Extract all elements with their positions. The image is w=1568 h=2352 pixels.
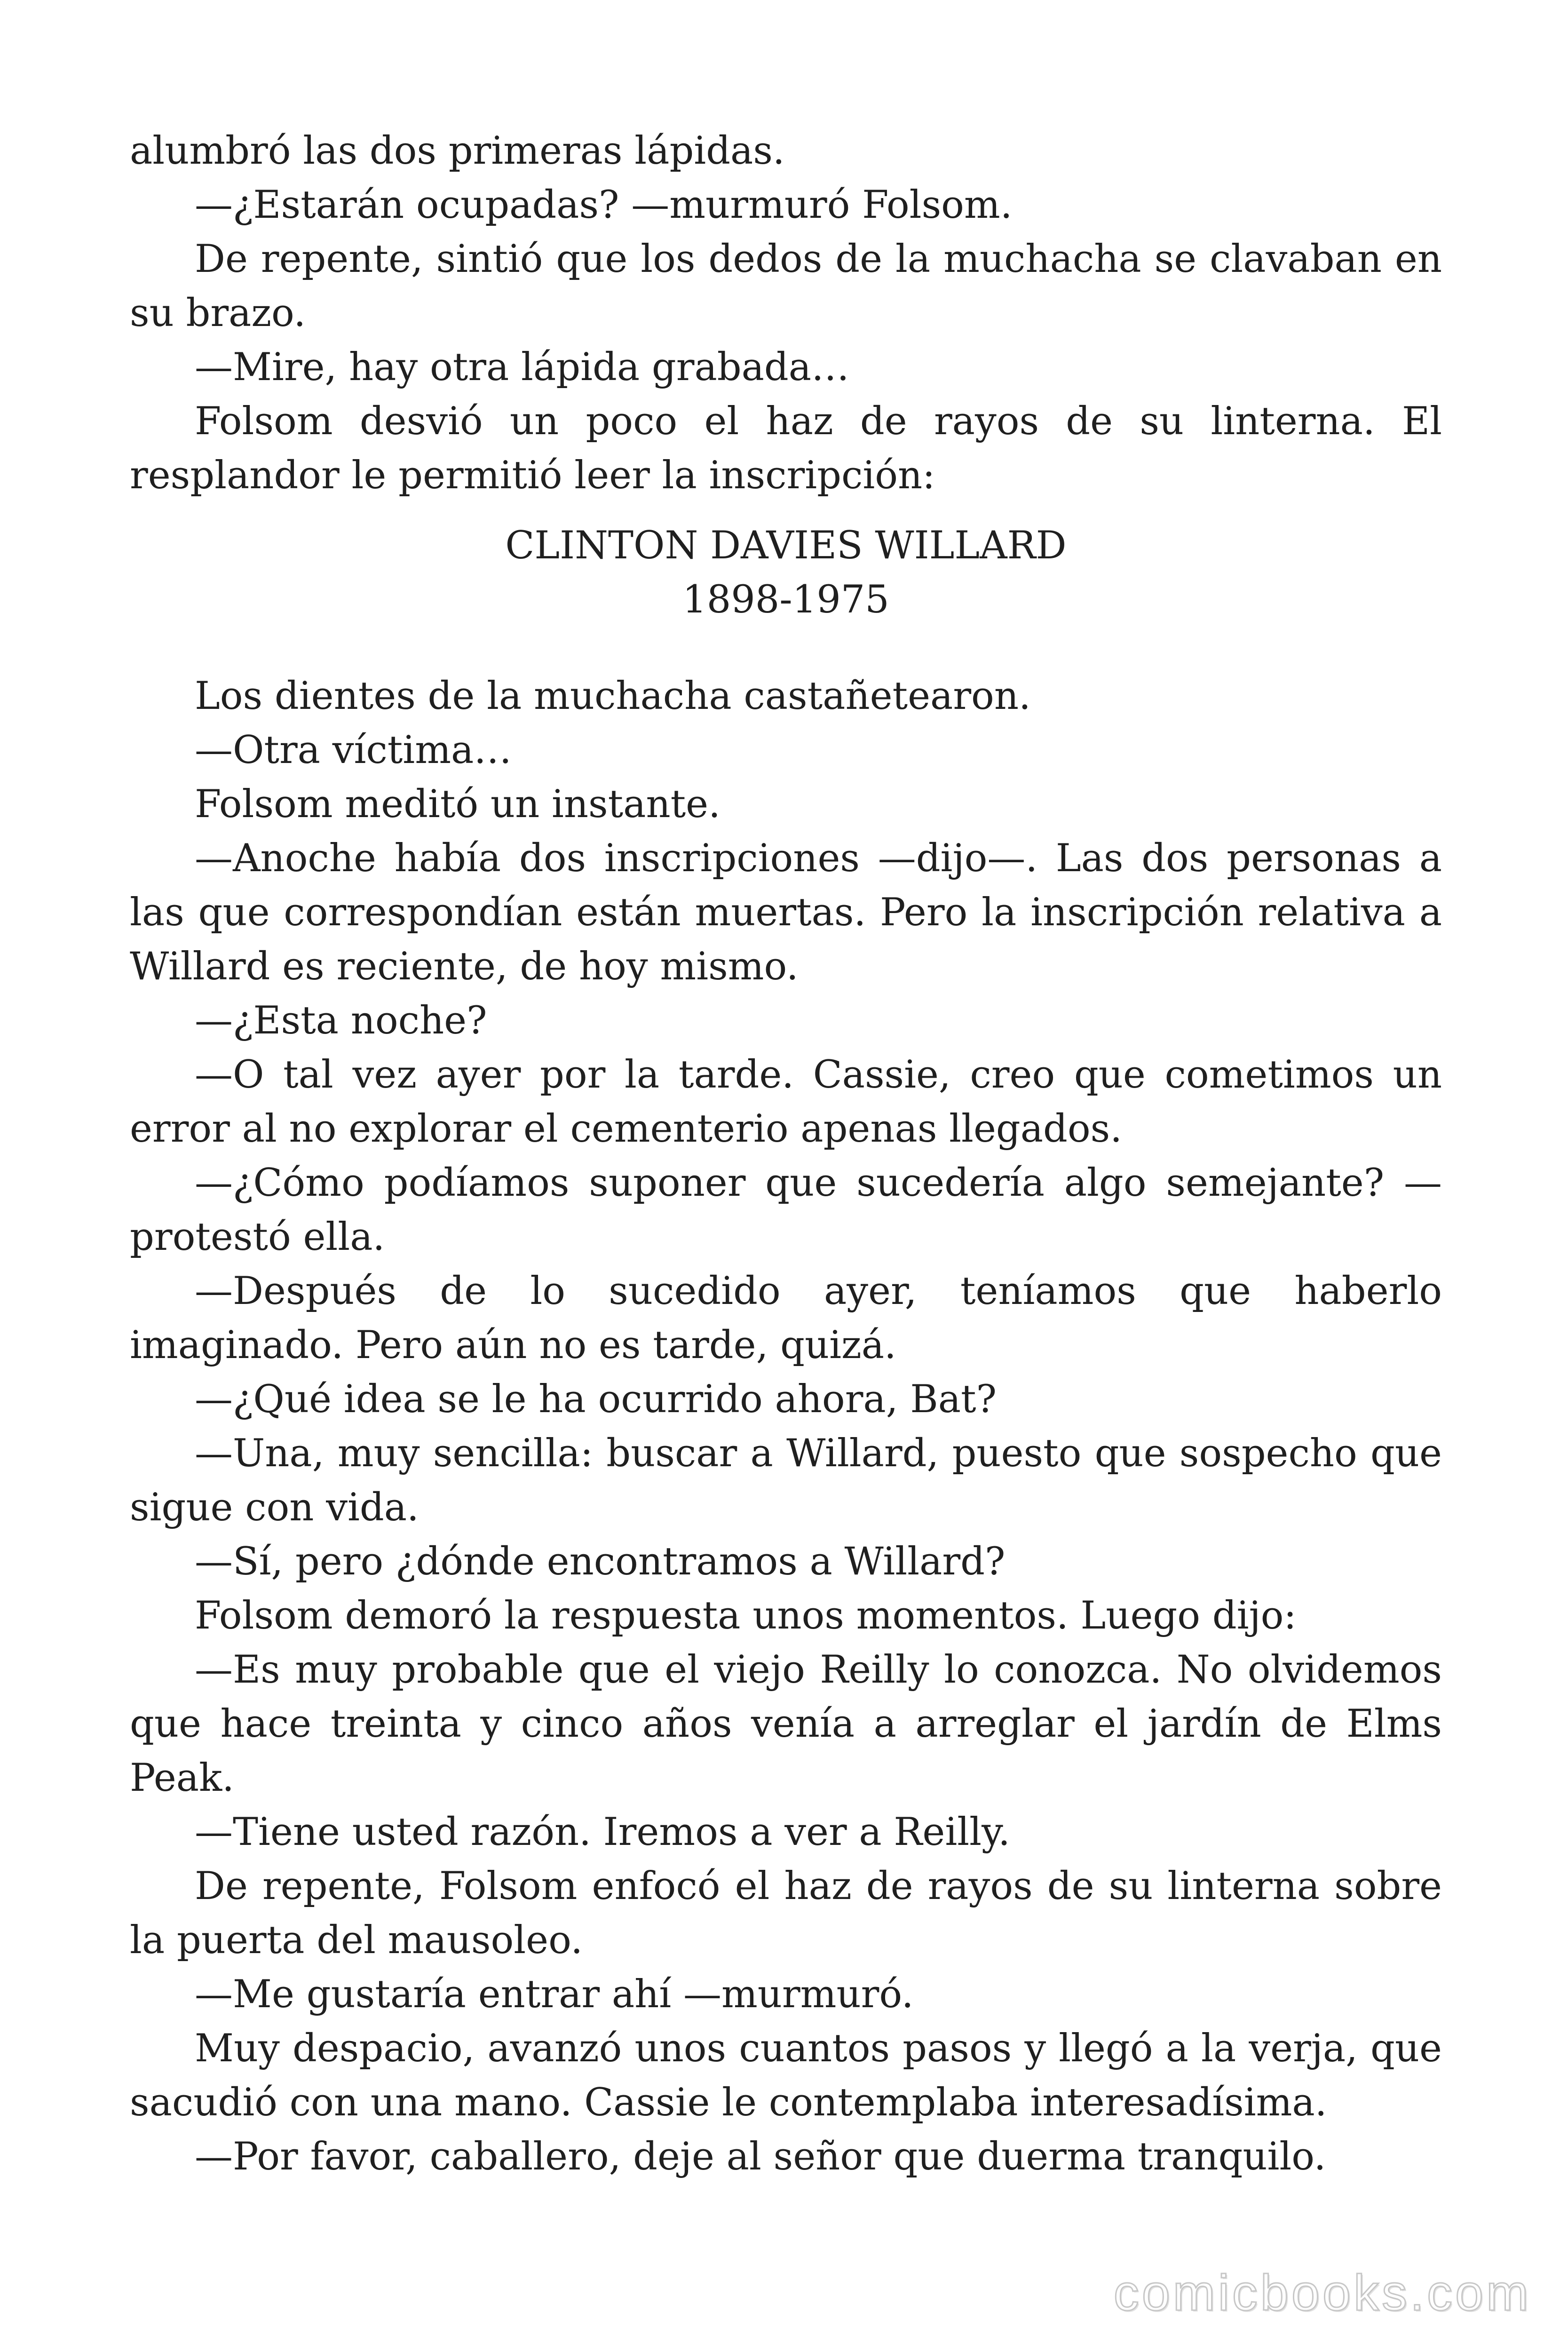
paragraph: Folsom meditó un instante.	[195, 782, 721, 826]
paragraph: Muy despacio, avanzó unos cuantos pasos y llegó a la verja, que sacudió con una mano. Cassie le contemplaba interesadísima.	[130, 2026, 1442, 2125]
paragraph: —Tiene usted razón. Iremos a ver a Reilly.	[195, 1810, 1010, 1854]
paragraph: alumbró las dos primeras lápidas.	[130, 129, 785, 173]
inscription-dates: 1898-1975	[682, 578, 889, 622]
paragraph: —Anoche había dos inscripciones —dijo—. Las dos personas a las que correspondían están muertas. Pero la inscripción relativa a Willard es reciente, de hoy mismo.	[130, 836, 1442, 989]
tombstone-inscription	[130, 503, 1442, 669]
paragraph: —Una, muy sencilla: buscar a Willard, puesto que sospecho que sigue con vida.	[130, 1431, 1442, 1530]
paragraph: —Me gustaría entrar ahí —murmuró.	[195, 1972, 914, 2017]
watermark: comicbooks.com	[1113, 2264, 1531, 2321]
paragraph: —¿Cómo podíamos suponer que sucedería algo semejante? —protestó ella.	[130, 1161, 1442, 1259]
page-body	[130, 124, 1442, 2184]
paragraph: —O tal vez ayer por la tarde. Cassie, creo que cometimos un error al no explorar el cementerio apenas llegados.	[130, 1053, 1442, 1151]
paragraph: Folsom desvió un poco el haz de rayos de su linterna. El resplandor le permitió leer la inscripción:	[130, 399, 1442, 498]
paragraph: Los dientes de la muchacha castañetearon.	[195, 674, 1031, 718]
paragraph: —Sí, pero ¿dónde encontramos a Willard?	[195, 1540, 1006, 1584]
paragraph: —¿Qué idea se le ha ocurrido ahora, Bat?	[195, 1377, 997, 1422]
inscription-name: CLINTON DAVIES WILLARD	[505, 524, 1067, 568]
paragraph: —Después de lo sucedido ayer, teníamos que haberlo imaginado. Pero aún no es tarde, quizá.	[130, 1269, 1442, 1367]
paragraph: —Mire, hay otra lápida grabada…	[195, 345, 850, 389]
paragraph: —¿Esta noche?	[195, 999, 487, 1043]
paragraph: De repente, sintió que los dedos de la muchacha se clavaban en su brazo.	[130, 237, 1442, 335]
paragraph: Folsom demoró la respuesta unos momentos. Luego dijo:	[195, 1594, 1297, 1638]
paragraph: —Es muy probable que el viejo Reilly lo conozca. No olvidemos que hace treinta y cinco años venía a arreglar el jardín de Elms Peak.	[130, 1648, 1442, 1800]
paragraph: —¿Estarán ocupadas? —murmuró Folsom.	[195, 183, 1013, 227]
paragraph: —Por favor, caballero, deje al señor que duerma tranquilo.	[195, 2135, 1326, 2179]
paragraph: —Otra víctima…	[195, 728, 512, 772]
paragraph: De repente, Folsom enfocó el haz de rayos de su linterna sobre la puerta del mausoleo.	[130, 1864, 1442, 1963]
